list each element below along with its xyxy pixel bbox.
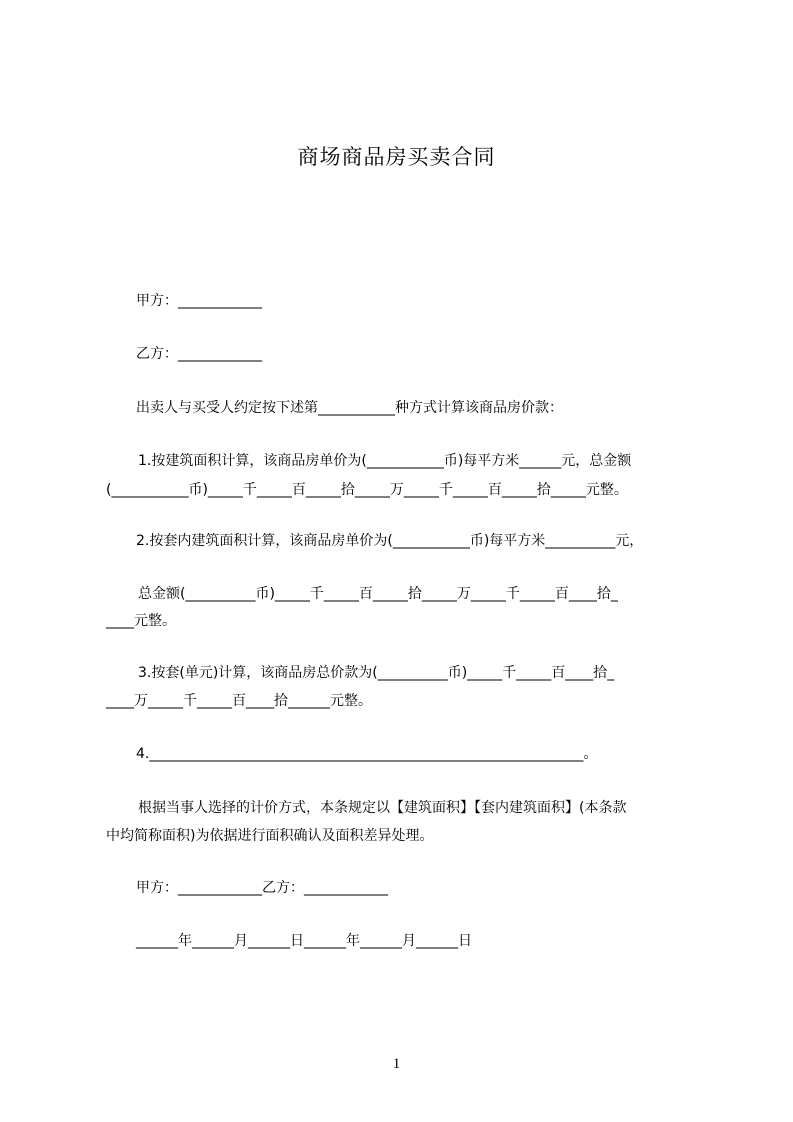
date-line: ______年______月______日______年______月______日	[136, 933, 472, 949]
option-3-line-1: 3.按套(单元)计算，该商品房总价款为(__________币)_____千_____百____拾_	[138, 665, 615, 681]
area-basis-line-2: 中均简称面积)为依据进行面积确认及面积差异处理。	[106, 828, 434, 844]
option-2-line-3: ____元整。	[106, 613, 176, 629]
option-1-line-1: 1.按建筑面积计算，该商品房单价为(___________币)每平方米______元，总金额	[138, 453, 632, 469]
option-2-line-1: 2.按套内建筑面积计算，该商品房单价为(___________币)每平方米__________元，	[136, 533, 644, 549]
option-2-line-2: 总金额(__________币)_____千_____百_____拾_____万_____千_____百____拾_	[138, 586, 618, 602]
document-title: 商场商品房买卖合同	[297, 145, 496, 169]
party-a-line: 甲方：____________	[136, 293, 262, 309]
option-4-line: 4.______________________________________________________________。	[136, 746, 598, 762]
page-number: 1	[392, 1056, 401, 1072]
party-b-line: 乙方：____________	[136, 346, 262, 362]
area-basis-line-1: 根据当事人选择的计价方式，本条规定以【建筑面积】【套内建筑面积】(本条款	[138, 800, 627, 816]
signature-line: 甲方：____________乙方：____________	[136, 880, 388, 896]
option-1-line-2: (___________币)_____千_____百_____拾_____万_____千_____百_____拾_____元整。	[106, 482, 628, 498]
price-method-intro: 出卖人与买受人约定按下述第___________种方式计算该商品房价款：	[136, 400, 563, 416]
option-3-line-2: ____万_____千_____百____拾______元整。	[106, 693, 372, 709]
